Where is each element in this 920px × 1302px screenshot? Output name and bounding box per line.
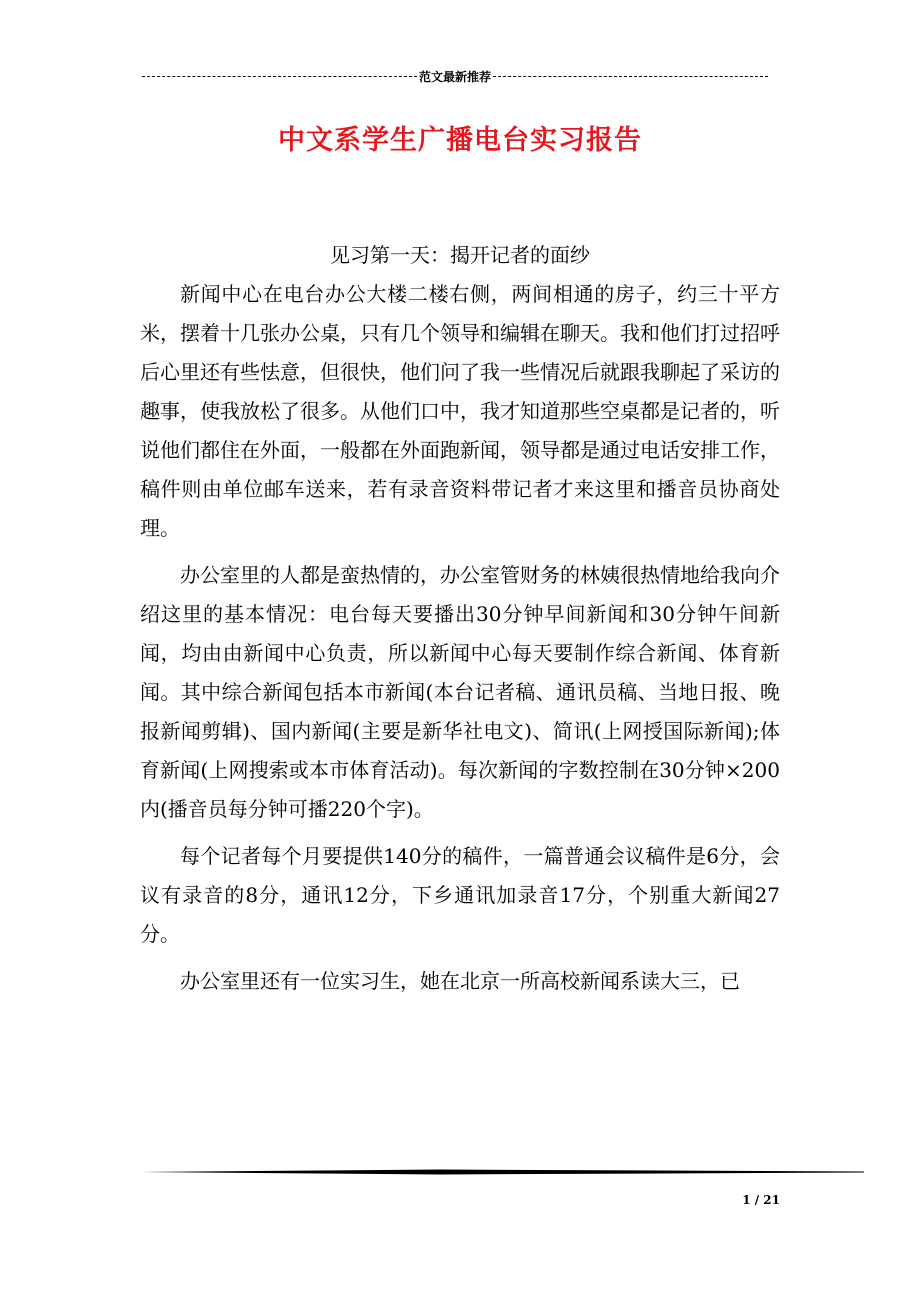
page-number: 1 / 21 <box>742 1193 780 1207</box>
paragraph-1: 新闻中心在电台办公大楼二楼右侧，两间相通的房子，约三十平方米，摆着十几张办公桌，只有几个领导和编辑在聊天。我和他们打过招呼后心里还有些怯意，但很快，他们问了我一些情况后就跟我聊起了采访的趣事，使我放松了很多。从他们口中，我才知道那些空桌都是记者的，听说他们都住在外面，一般都在外面跑新闻，领导都是通过电话安排工作，稿件则由单位邮车送来，若有录音资料带记者才来这里和播音员协商处理。 <box>140 282 780 540</box>
running-header <box>142 66 768 86</box>
paragraph-2: 办公室里的人都是蛮热情的，办公室管财务的林姨很热情地给我向介绍这里的基本情况：电台每天要播出30分钟早间新闻和30分钟午间新闻，均由由新闻中心负责，所以新闻中心每天要制作综合新闻、体育新闻。其中综合新闻包括本市新闻(本台记者稿、通讯员稿、当地日报、晚报新闻剪辑)、国内新闻(主要是新华社电文)、简讯(上网授国际新闻);体育新闻(上网搜索或本市体育活动)。每次新闻的字数控制在30分钟×200内(播音员每分钟可播220个字)。 <box>140 563 780 821</box>
header-dash-right <box>493 76 768 77</box>
header-label: 范文最新推荐 <box>419 69 492 84</box>
paragraph-4: 办公室里还有一位实习生，她在北京一所高校新闻系读大三，已 <box>180 969 740 993</box>
document-title: 中文系学生广播电台实习报告 <box>278 125 642 156</box>
section-subheading: 见习第一天：揭开记者的面纱 <box>330 243 590 267</box>
header-dash-left <box>142 76 417 77</box>
paragraph-3: 每个记者每个月要提供140分的稿件，一篇普通会议稿件是6分，会议有录音的8分，通讯12分，下乡通讯加录音17分，个别重大新闻27分。 <box>140 844 780 946</box>
footer-rule <box>140 1168 864 1176</box>
document-body <box>140 236 780 1001</box>
